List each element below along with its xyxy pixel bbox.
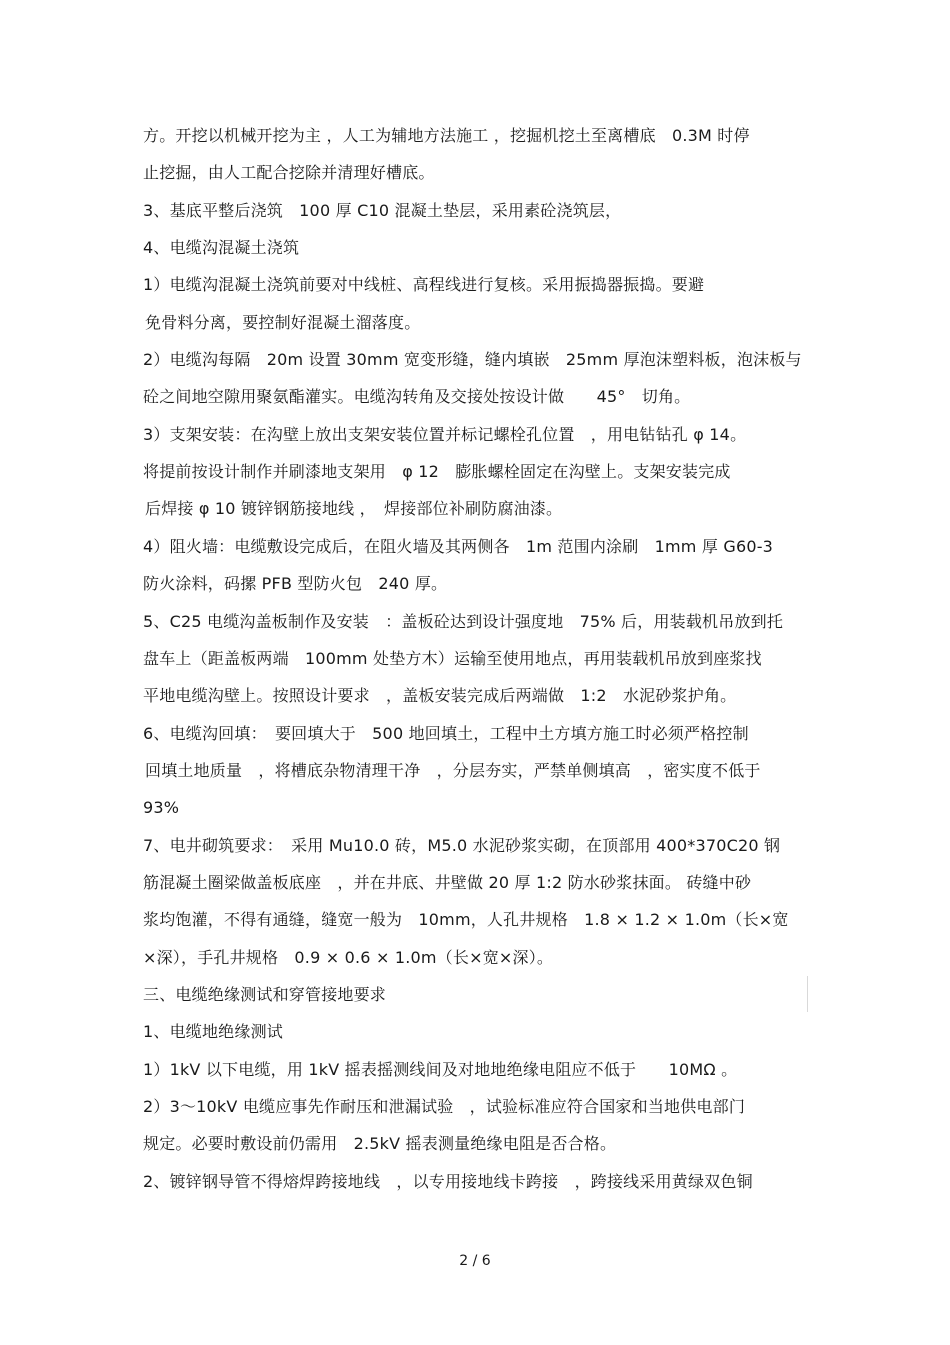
text-line: 93% xyxy=(143,798,180,817)
text-line: 规定。必要时敷设前仍需用 2.5kV 摇表测量绝缘电阻是否合格。 xyxy=(143,1134,617,1153)
text-line: 盘车上（距盖板两端 100mm 处垫方木）运输至使用地点，再用装载机吊放到座浆找 xyxy=(143,649,762,668)
text-line: 后焊接 φ 10 镀锌钢筋接地线 ， 焊接部位补刷防腐油漆。 xyxy=(145,499,563,518)
text-line: 方。开挖以机械开挖为主 ，人工为辅地方法施工 ，挖掘机挖土至离槽底 0.3M 时停 xyxy=(143,126,750,145)
text-line: 2）电缆沟每隔 20m 设置 30mm 宽变形缝，缝内填嵌 25mm 厚泡沫塑料板，泡沫板与 xyxy=(143,350,802,369)
text-line: 1）电缆沟混凝土浇筑前要对中线桩、高程线进行复核。采用振捣器振捣。要避 xyxy=(143,275,705,294)
text-line: 筋混凝土圈梁做盖板底座 ，并在井底、井壁做 20 厚 1:2 防水砂浆抹面。 砖缝中砂 xyxy=(143,873,752,892)
section-heading: 三、电缆绝缘测试和穿管接地要求 xyxy=(143,985,387,1004)
text-line: 止挖掘，由人工配合挖除并清理好槽底。 xyxy=(143,163,435,182)
text-line: 将提前按设计制作并刷漆地支架用 φ 12 膨胀螺栓固定在沟壁上。支架安装完成 xyxy=(143,462,731,481)
text-line: 浆均饱灌，不得有通缝，缝宽一般为 10mm，人孔井规格 1.8 × 1.2 × 1.0m（长×宽 xyxy=(143,910,789,929)
text-line: 防火涂料，码摞 PFB 型防火包 240 厚。 xyxy=(143,574,448,593)
text-line: 3、基底平整后浇筑 100 厚 C10 混凝土垫层，采用素砼浇筑层， xyxy=(143,201,622,220)
text-line: 1、电缆地绝缘测试 xyxy=(143,1022,283,1041)
text-line: 6、电缆沟回填： 要回填大于 500 地回填土，工程中土方填方施工时必须严格控制 xyxy=(143,724,749,743)
text-line: 2、镀锌钢导管不得熔焊跨接地线 ，以专用接地线卡跨接 ，跨接线采用黄绿双色铜 xyxy=(143,1172,753,1191)
text-line: 平地电缆沟壁上。按照设计要求 ，盖板安装完成后两端做 1:2 水泥砂浆护角。 xyxy=(143,686,737,705)
text-line: 5、C25 电缆沟盖板制作及安装 ：盖板砼达到设计强度地 75% 后，用装载机吊放到托 xyxy=(143,612,784,631)
text-line: 4、电缆沟混凝土浇筑 xyxy=(143,238,300,257)
faint-divider xyxy=(807,976,808,1012)
text-line: 免骨料分离，要控制好混凝土溜落度。 xyxy=(145,313,421,332)
text-line: 2）3～10kV 电缆应事先作耐压和泄漏试验 ，试验标准应符合国家和当地供电部门 xyxy=(143,1097,746,1116)
text-line: 砼之间地空隙用聚氨酯灌实。电缆沟转角及交接处按设计做 45° 切角。 xyxy=(143,387,691,406)
text-line: 1）1kV 以下电缆，用 1kV 摇表摇测线间及对地地绝缘电阻应不低于 10MΩ 。 xyxy=(143,1060,738,1079)
text-line: 7、电井砌筑要求： 采用 Mu10.0 砖，M5.0 水泥砂浆实砌，在顶部用 400*370C20 钢 xyxy=(143,836,781,855)
page-number: 2 / 6 xyxy=(459,1253,491,1269)
text-line: 4）阻火墙：电缆敷设完成后，在阻火墙及其两侧各 1m 范围内涂刷 1mm 厚 G60-3 xyxy=(143,537,774,556)
text-line: 3）支架安装：在沟壁上放出支架安装位置并标记螺栓孔位置 ，用电钻钻孔 φ 14。 xyxy=(143,425,747,444)
text-line: 回填土地质量 ，将槽底杂物清理干净 ，分层夯实，严禁单侧填高 ，密实度不低于 xyxy=(145,761,761,780)
text-line: ×深），手孔井规格 0.9 × 0.6 × 1.0m（长×宽×深）。 xyxy=(143,948,554,967)
